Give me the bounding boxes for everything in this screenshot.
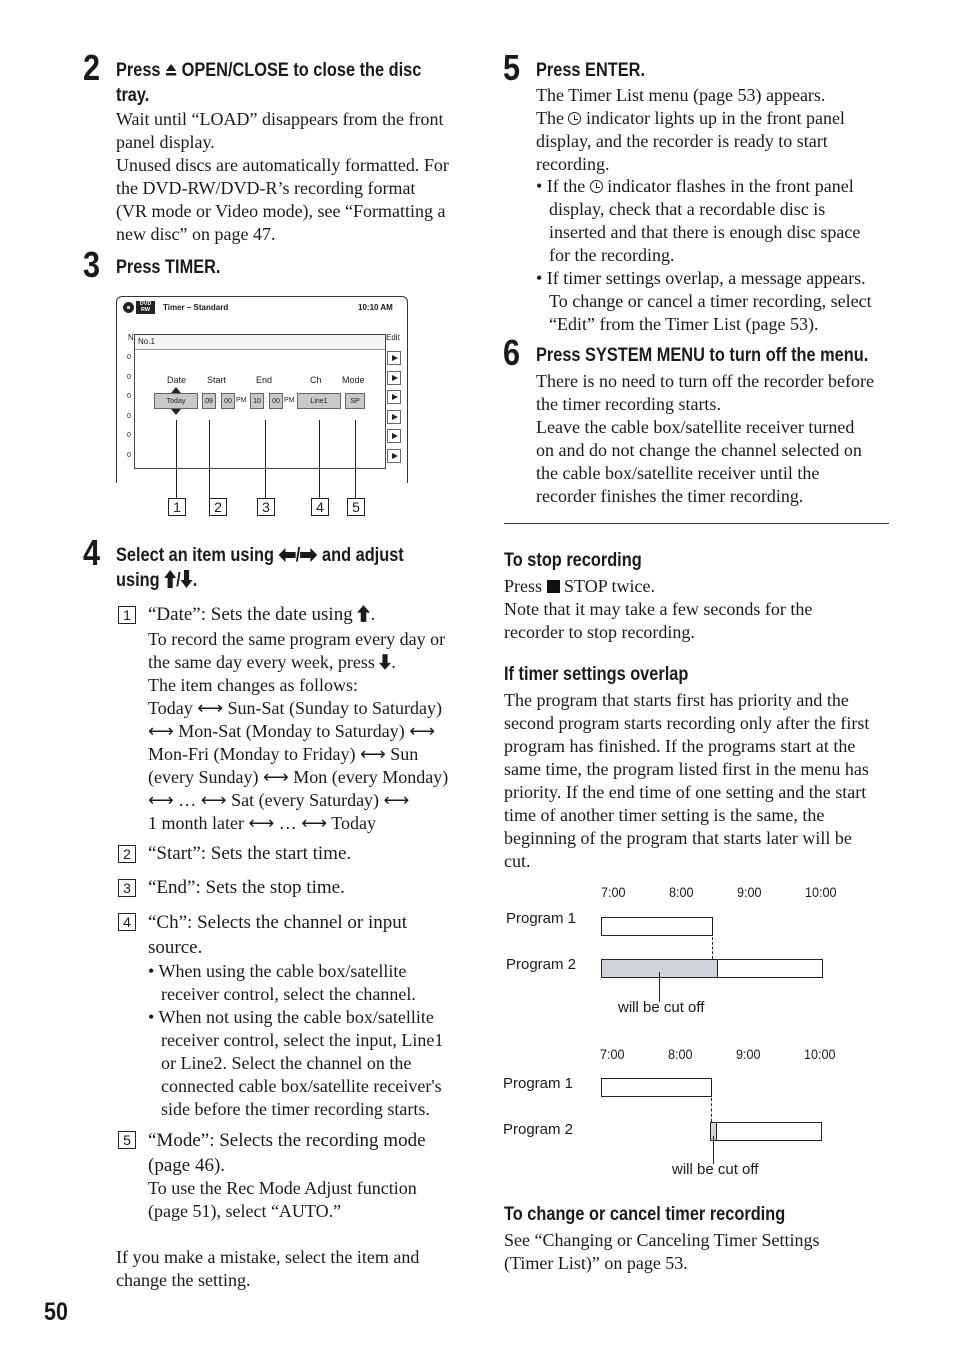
step-4-heading: Select an item using / and adjust	[116, 545, 404, 566]
disc-icon	[123, 302, 134, 313]
program-1-bar	[601, 917, 713, 936]
callout-1: 1	[168, 498, 186, 516]
time-label: 7:00	[600, 1046, 625, 1062]
left-arrow-icon	[279, 548, 296, 562]
program-2-bar	[717, 959, 823, 978]
step-2-heading: Press OPEN/CLOSE to close the disc	[116, 60, 422, 81]
stop-icon	[547, 580, 560, 593]
field-label-mode: Mode	[342, 375, 365, 385]
page-number: 50	[44, 1298, 68, 1326]
end-pm-label: PM	[284, 397, 295, 404]
time-label: 8:00	[669, 884, 694, 900]
item-2-number: 2	[118, 845, 136, 863]
stop-recording-body: Press STOP twice. Note that it may take a few seconds for the recorder to stop recording.	[504, 576, 813, 642]
list-row-number: 0	[127, 452, 131, 459]
callout-leader	[265, 420, 266, 498]
item-4-lead: “Ch”: Selects the channel or input source.	[148, 912, 408, 958]
item-5-lead: “Mode”: Selects the recording mode (page 46).	[148, 1130, 426, 1176]
start-hour-field[interactable]: 09	[202, 393, 216, 409]
right-arrow-icon	[300, 548, 317, 562]
step-5-body: The Timer List menu (page 53) appears. The indicator lights up in the front panel display, and the recorder is ready to start recording.	[536, 85, 845, 174]
callout-leader	[319, 420, 320, 498]
field-label-ch: Ch	[310, 375, 322, 385]
overlap-heading: If timer settings overlap	[504, 664, 689, 685]
edit-arrow-button[interactable]	[387, 351, 401, 365]
time-label: 8:00	[668, 1046, 693, 1062]
program-2-label: Program 2	[506, 956, 577, 973]
change-cancel-heading: To change or cancel timer recording	[504, 1204, 786, 1225]
callout-2: 2	[209, 498, 227, 516]
down-arrow-icon	[181, 570, 193, 588]
step-5-heading: Press ENTER.	[536, 60, 645, 81]
item-3-number: 3	[118, 879, 136, 897]
screen-title: Timer – Standard	[163, 303, 229, 312]
program-2-label: Program 2	[503, 1121, 574, 1138]
step-2-body: Wait until “LOAD” disappears from the front panel display. Unused discs are automatically formatted. For the DVD-RW/DVD-R’s recording format (VR mode or Video mode), see “Formatting a new disc” on page 47.	[116, 109, 449, 244]
program-1-label: Program 1	[506, 910, 577, 927]
step-6-body: There is no need to turn off the recorder before the timer recording starts. Leave the cable box/satellite receiver turned on and do not change the channel selected on the cable box/satellite receiver until the recorder finishes the timer recording.	[536, 371, 875, 506]
time-label: 10:00	[805, 884, 837, 900]
mistake-note: If you make a mistake, select the item and change the setting.	[116, 1247, 420, 1290]
step-6-heading: Press SYSTEM MENU to turn off the menu.	[536, 345, 869, 366]
up-arrow-icon	[164, 570, 176, 588]
edit-arrow-button[interactable]	[387, 371, 401, 385]
item-3-lead: “End”: Sets the stop time.	[148, 877, 345, 898]
list-row-number: 0	[127, 432, 131, 439]
start-minute-field[interactable]: 00	[221, 393, 235, 409]
item-4-bullets: • When using the cable box/satellite receiver control, select the channel. • When not using the cable box/satellite receiver control, select the input, Line1 or Line2. Select the channel on the connected cable box/satellite receiver's side before the timer recording starts.	[148, 961, 444, 1119]
change-cancel-body: See “Changing or Canceling Timer Settings (Timer List)” on page 53.	[504, 1230, 820, 1273]
item-1-lead: “Date”: Sets the date using .	[148, 604, 376, 625]
edit-arrow-button[interactable]	[387, 429, 401, 443]
date-field[interactable]: Today	[154, 393, 198, 409]
list-row-number: 0	[127, 413, 131, 420]
date-down-arrow-icon	[171, 409, 181, 415]
time-label: 7:00	[601, 884, 626, 900]
item-1-body: To record the same program every day or the same day every week, press . The item changes as follows: Today ⟷ Sun-Sat (Sunday to Saturday) ⟷ Mon-Sat (Monday to Saturday) ⟷ Mon-Fri (Monday to Friday) ⟷ Sun (every Sunday) ⟷ Mon (every Monday) ⟷ … ⟷ Sat (every Saturday) ⟷ 1 month later ⟷ … ⟷ Today	[148, 629, 449, 833]
edit-arrow-button[interactable]	[387, 390, 401, 404]
field-label-start: Start	[207, 375, 227, 385]
step-6-number: 6	[503, 332, 521, 373]
item-4-number: 4	[118, 913, 136, 931]
callout-4: 4	[311, 498, 329, 516]
channel-field[interactable]: Line1	[297, 393, 341, 409]
step-4-number: 4	[83, 532, 101, 573]
mode-field[interactable]: SP	[345, 393, 365, 409]
overlap-body: The program that starts first has priority and the second program starts recording only after the first program has finished. If the programs start at the same time, the program listed first in the menu has priority. If the end time of one setting and the start time of another timer setting is the same, the beginning of the program that starts later will be cut.	[504, 690, 870, 871]
list-row-number: 0	[127, 354, 131, 361]
cut-pointer	[659, 972, 660, 1002]
item-2-lead: “Start”: Sets the start time.	[148, 843, 352, 864]
eject-icon	[165, 63, 177, 77]
item-1-number: 1	[118, 606, 136, 624]
time-label: 10:00	[804, 1046, 836, 1062]
timer-setting-dialog: No.1 Date Start End Ch Mode Today 09 : 00 PM 10 : 00 PM Line1 SP	[134, 334, 386, 469]
time-label: 9:00	[737, 884, 762, 900]
timer-indicator-icon	[568, 112, 581, 125]
end-hour-field[interactable]: 10	[250, 393, 264, 409]
down-arrow-icon	[379, 654, 391, 670]
dvd-rw-badge: DVD RW	[136, 301, 155, 314]
list-column-n: N	[128, 333, 134, 342]
step-2-heading-line2: tray.	[116, 85, 150, 106]
end-minute-field[interactable]: 00	[269, 393, 283, 409]
item-5-number: 5	[118, 1131, 136, 1149]
callout-leader	[209, 420, 210, 498]
callout-3: 3	[257, 498, 275, 516]
start-pm-label: PM	[236, 397, 247, 404]
callout-5: 5	[347, 498, 365, 516]
end-time-guide	[711, 1098, 712, 1122]
cut-note: will be cut off	[618, 999, 705, 1016]
up-arrow-icon	[357, 605, 370, 622]
step-4-heading-line2: using / .	[116, 570, 198, 591]
screen-clock: 10:10 AM	[358, 303, 393, 312]
end-time-guide	[712, 937, 713, 959]
step-3-number: 3	[83, 244, 101, 285]
stop-recording-heading: To stop recording	[504, 550, 642, 571]
list-column-edit: Edit	[386, 333, 400, 342]
edit-arrow-button[interactable]	[387, 449, 401, 463]
field-label-date: Date	[167, 375, 187, 385]
program-1-bar	[601, 1078, 712, 1097]
program-1-label: Program 1	[503, 1075, 574, 1092]
step-5-number: 5	[503, 47, 521, 88]
program-2-bar	[716, 1122, 822, 1141]
list-row-number: 0	[127, 393, 131, 400]
field-label-end: End	[256, 375, 273, 385]
callout-leader	[176, 420, 177, 498]
item-5-body: To use the Rec Mode Adjust function (page 51), select “AUTO.”	[148, 1178, 417, 1221]
step-5-bullets: • If the indicator flashes in the front panel display, check that a recordable disc is inserted and that there is enough disc space for the recording. • If timer settings overlap, a message appears. To change or cancel a timer recording, select “Edit” from the Timer List (page 53).	[536, 176, 872, 334]
edit-arrow-button[interactable]	[387, 410, 401, 424]
callout-leader	[355, 420, 356, 498]
timer-indicator-icon	[590, 180, 603, 193]
timer-screen-illustration	[116, 296, 408, 483]
cut-note: will be cut off	[672, 1161, 759, 1178]
list-row-number: 0	[127, 374, 131, 381]
step-2-number: 2	[83, 47, 101, 88]
section-divider	[504, 523, 889, 524]
dialog-title: No.1	[135, 335, 385, 350]
time-label: 9:00	[736, 1046, 761, 1062]
step-3-heading: Press TIMER.	[116, 257, 221, 278]
cut-pointer	[713, 1136, 714, 1164]
